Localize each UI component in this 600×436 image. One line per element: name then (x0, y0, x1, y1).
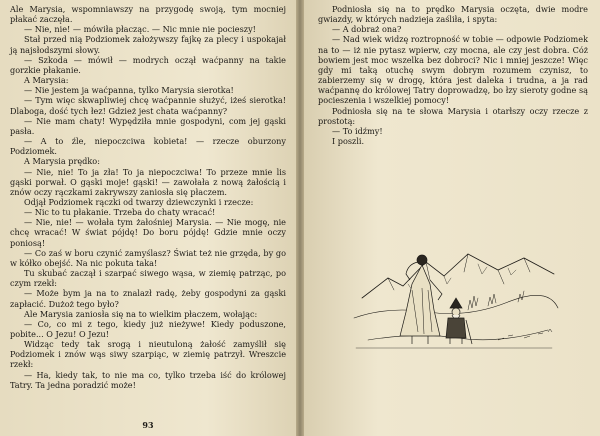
illustration-girl-and-dwarf (348, 240, 560, 350)
paragraph: — Nie, nie! — mówiła płacząc. — Nic mnie nie pocieszy! (24, 24, 256, 35)
left-page-text (10, 4, 286, 390)
paragraph: Ale Marysia, wspomniawszy na przygodę swoją, tym mocniej płakać zaczęła. (10, 4, 286, 25)
paragraph: — A to źle, niepoczciwa kobieta! — rzecze oburzony Podziomek. (10, 136, 286, 157)
paragraph: — Nie jestem ja waćpanna, tylko Marysia sierotka! (24, 85, 234, 96)
paragraph: — Nad wiek widzę roztropność w tobie — odpowie Podziomek na to — iż nie pytasz wpierw, czy mocna, ale czy jest dobra. Cóż bowiem jest moc wszelka bez dobroci? Nic i mniej jeszcze! Więc gdy mi taką otuchę swym dobrym rozumem czynisz, to zabierzemy się w drogę, która jest daleka i trudna, a ja rad waćpannę do królowej Tatry doprowadzę, bo łzy sieroty godne są pocieszenia i wszelkiej pomocy! (318, 34, 588, 106)
dwarf-figure (446, 298, 472, 344)
paragraph: I poszli. (332, 136, 365, 147)
paragraph: Ale Marysia zaniosła się na to wielkim płaczem, wołając: (24, 308, 258, 319)
right-page-text (318, 4, 588, 146)
paragraph: — Co zaś w boru czynić zamyślasz? Świat też nie grzęda, by go w kółko obejść. Na nic pokuta taka! (10, 247, 286, 268)
paragraph: — To idźmy! (332, 125, 383, 136)
book-gutter (296, 0, 304, 436)
left-page (0, 0, 296, 436)
paragraph: — Może bym ja na to znalazł radę, żeby gospodyni za gąski zapłacić. Dużoż tego było? (10, 288, 286, 309)
paragraph: Stał przed nią Podziomek założywszy fajkę za plecy i uspokajał ją najsłodszymi słowy. (10, 34, 286, 55)
paragraph: — A dobraż ona? (332, 24, 402, 35)
page-number: 93 (142, 420, 154, 430)
paragraph: — Nie, nie! To ja zła! To ja niepoczciwa! To przeze mnie lis gąski porwał. O gąski moje! gąski! — zawołała z nową żałością i znów oczy rączkami zakrywszy zaniosła się płaczem. (10, 166, 286, 197)
paragraph: — Co, co mi z tego, kiedy już nieżywe! Kiedy poduszone, pobite... O Jezu! O Jezu! (10, 318, 286, 339)
paragraph: — Nic to tu płakanie. Trzeba do chaty wracać! (24, 207, 216, 218)
paragraph: — Nie, nie! — wołała tym żałośniej Marysia. — Nie mogę, nie chcę wracać! W świat pójdę! Do boru pójdę! Gdzie mnie oczy poniosą! (10, 217, 286, 248)
girl-figure (400, 255, 442, 344)
paragraph: A Marysia: (24, 75, 69, 86)
paragraph: Tu skubać zaczął i szarpać siwego wąsa, w ziemię patrząc, po czym rzekł: (10, 268, 286, 289)
paragraph: — Tym więc skwapliwiej chcę waćpannie służyć, iżeś sierotka! Dlaboga, dość tych łez! Gdzież jest chata waćpanny? (10, 95, 286, 116)
paragraph: A Marysia prędko: (24, 156, 100, 167)
paragraph: — Szkoda — mówił — modrych oczął waćpanny na takie gorzkie płakanie. (10, 54, 286, 75)
paragraph: Odjął Podziomek rączki od twarzy dziewczynki i rzecze: (24, 196, 254, 207)
right-page (304, 0, 600, 436)
paragraph: — Nie mam chaty! Wypędziła mnie gospodyni, com jej gąski pasła. (10, 115, 286, 136)
paragraph: Podniosła się na to prędko Marysia oczęta, dwie modre gwiazdy, w których nadzieja zaśliła, i spyta: (318, 4, 588, 25)
paragraph: Podniosła się na te słowa Marysia i otarłszy oczy rzecze z prostotą: (318, 105, 588, 126)
paragraph: — Ha, kiedy tak, to nie ma co, tylko trzeba iść do królowej Tatry. Ta jedna poradzić może! (10, 369, 286, 390)
paragraph: Widząc tedy tak srogą i nieutuloną żałość zamyślił się Podziomek i znów wąs siwy szarpiąc, w ziemię patrzył. Wreszcie rzekł: (10, 339, 286, 370)
